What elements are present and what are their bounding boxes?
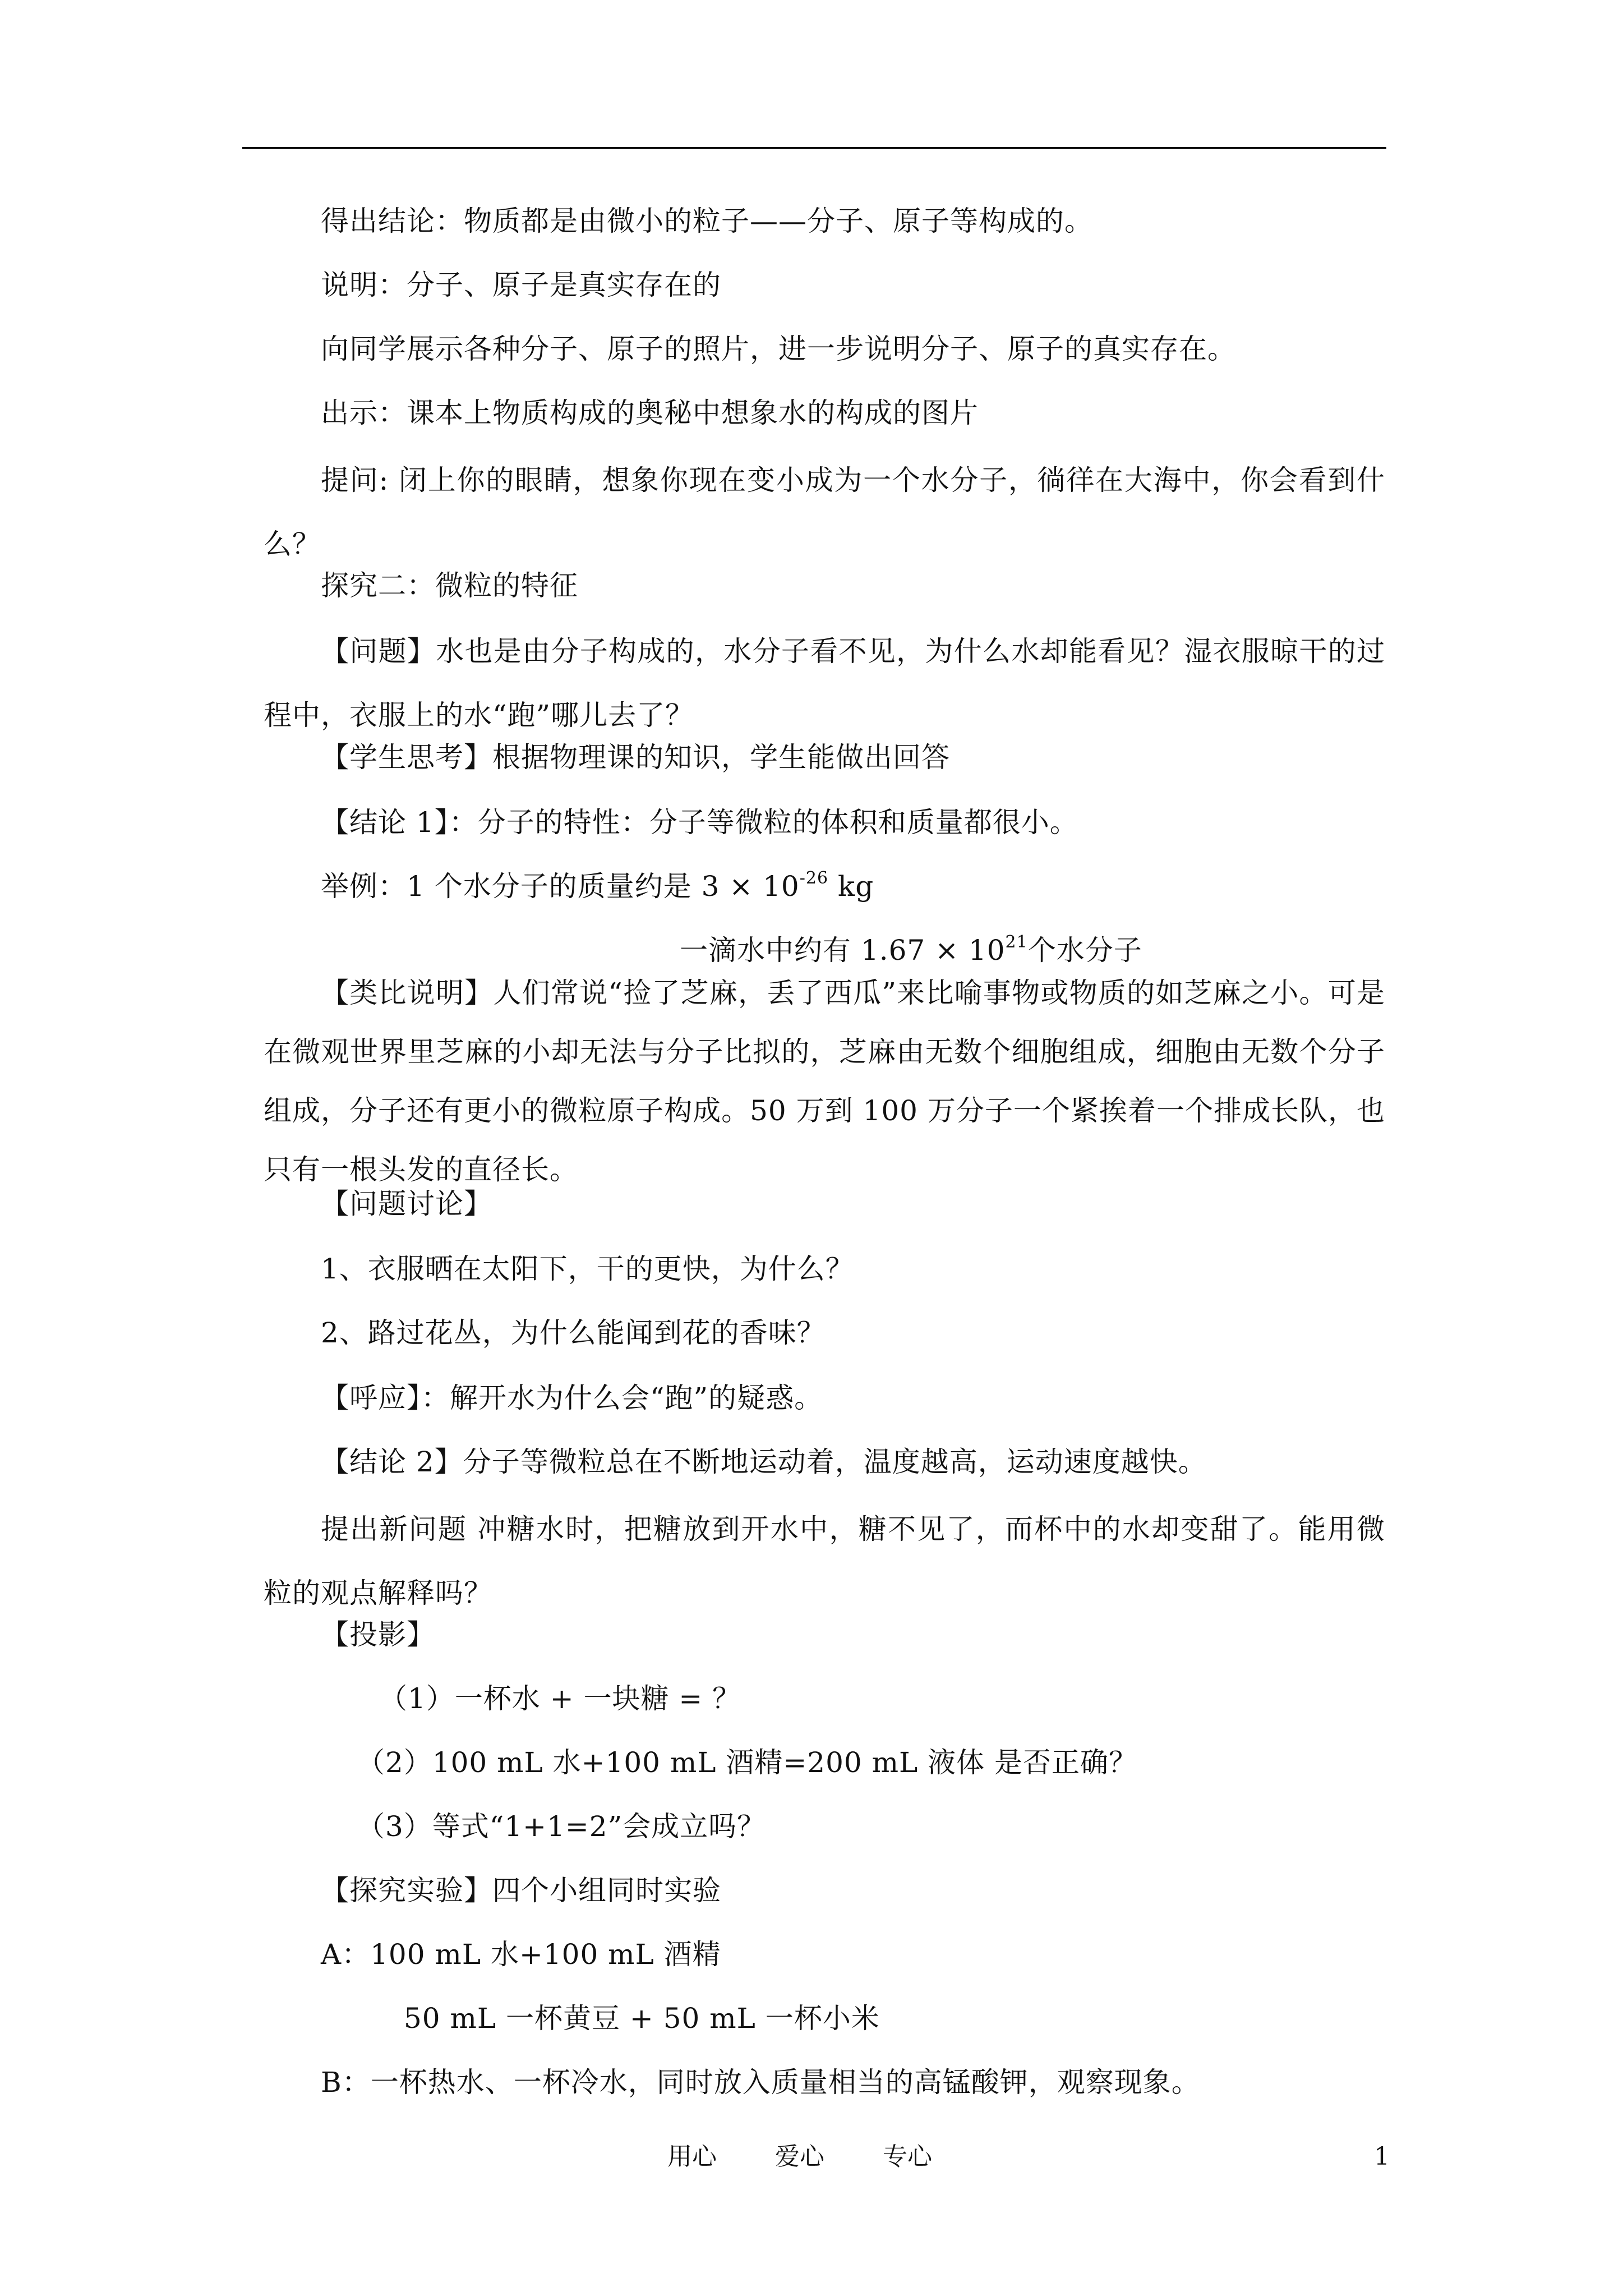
footer-mottos	[667, 2142, 983, 2172]
projection-item-2: （2）100 mL 水+100 mL 酒精=200 mL 液体 是否正确？	[357, 1746, 1138, 1779]
new-question-paragraph: 提出新问题 冲糖水时，把糖放到开水中，糖不见了，而杯中的水却变甜了。能用微粒的观点解释吗？	[264, 1513, 1385, 1609]
explanation-paragraph: 说明：分子、原子是真实存在的	[321, 269, 721, 301]
example-unit: kg	[828, 870, 874, 903]
footer-motto-1: 用心	[667, 2142, 717, 2171]
drop-text: 一滴水中约有 1.67 × 10	[680, 934, 1006, 967]
problem-paragraph: 【问题】水也是由分子构成的，水分子看不见，为什么水却能看见？湿衣服晾干的过程中，衣服上的水“跑”哪儿去了？	[264, 635, 1385, 731]
example-exponent: -26	[799, 868, 829, 888]
projection-item-3: （3）等式“1+1=2”会成立吗？	[357, 1810, 766, 1843]
student-thinking-paragraph: 【学生思考】根据物理课的知识，学生能做出回答	[321, 741, 950, 774]
discussion-heading: 【问题讨论】	[321, 1188, 492, 1220]
example-drop-paragraph	[680, 933, 1142, 967]
conclusion-1-paragraph: 【结论 1】：分子的特性：分子等微粒的体积和质量都很小。	[321, 806, 1078, 839]
projection-heading: 【投影】	[321, 1618, 435, 1651]
analogy-paragraph: 【类比说明】人们常说“捡了芝麻，丢了西瓜”来比喻事物或物质的如芝麻之小。可是在微观世界里芝麻的小却无法与分子比拟的，芝麻由无数个细胞组成，细胞由无数个分子组成，分子还有更小的微粒原子构成。50 万到 100 万分子一个紧挨着一个排成长队，也只有一根头发的直径长。	[264, 977, 1385, 1186]
footer-motto-3: 专心	[883, 2142, 932, 2171]
page-number: 1	[1374, 2142, 1390, 2171]
show-photos-paragraph: 向同学展示各种分子、原子的照片，进一步说明分子、原子的真实存在。	[321, 333, 1236, 365]
discussion-item-1: 1、衣服晒在太阳下，干的更快，为什么？	[321, 1253, 854, 1285]
experiment-heading: 【探究实验】四个小组同时实验	[321, 1874, 721, 1907]
drop-suffix: 个水分子	[1027, 934, 1142, 967]
conclusion-2-paragraph: 【结论 2】分子等微粒总在不断地运动着，温度越高，运动速度越快。	[321, 1446, 1207, 1478]
show-picture-paragraph: 出示：课本上物质构成的奥秘中想象水的构成的图片	[321, 397, 979, 429]
experiment-b-line: B：一杯热水、一杯冷水，同时放入质量相当的高锰酸钾，观察现象。	[321, 2066, 1200, 2099]
example-paragraph	[321, 869, 874, 903]
echo-paragraph: 【呼应】：解开水为什么会“跑”的疑惑。	[321, 1382, 823, 1414]
experiment-a-line-2: 50 mL 一杯黄豆 + 50 mL 一杯小米	[404, 2002, 880, 2035]
question-paragraph: 提问: 闭上你的眼睛，想象你现在变小成为一个水分子，徜徉在大海中，你会看到什么？	[264, 464, 1385, 560]
footer-motto-2: 爱心	[775, 2142, 824, 2171]
header-rule	[242, 147, 1386, 149]
projection-item-1: （1）一杯水 + 一块糖 = ？	[379, 1682, 741, 1715]
conclusion-paragraph: 得出结论：物质都是由微小的粒子——分子、原子等构成的。	[321, 205, 1093, 237]
section-heading: 探究二：微粒的特征	[321, 569, 578, 602]
experiment-a-line-1: A：100 mL 水+100 mL 酒精	[321, 1938, 721, 1971]
drop-exponent: 21	[1005, 932, 1028, 952]
example-text: 举例：1 个水分子的质量约是 3 × 10	[321, 870, 800, 903]
discussion-item-2: 2、路过花丛，为什么能闻到花的香味？	[321, 1317, 826, 1349]
